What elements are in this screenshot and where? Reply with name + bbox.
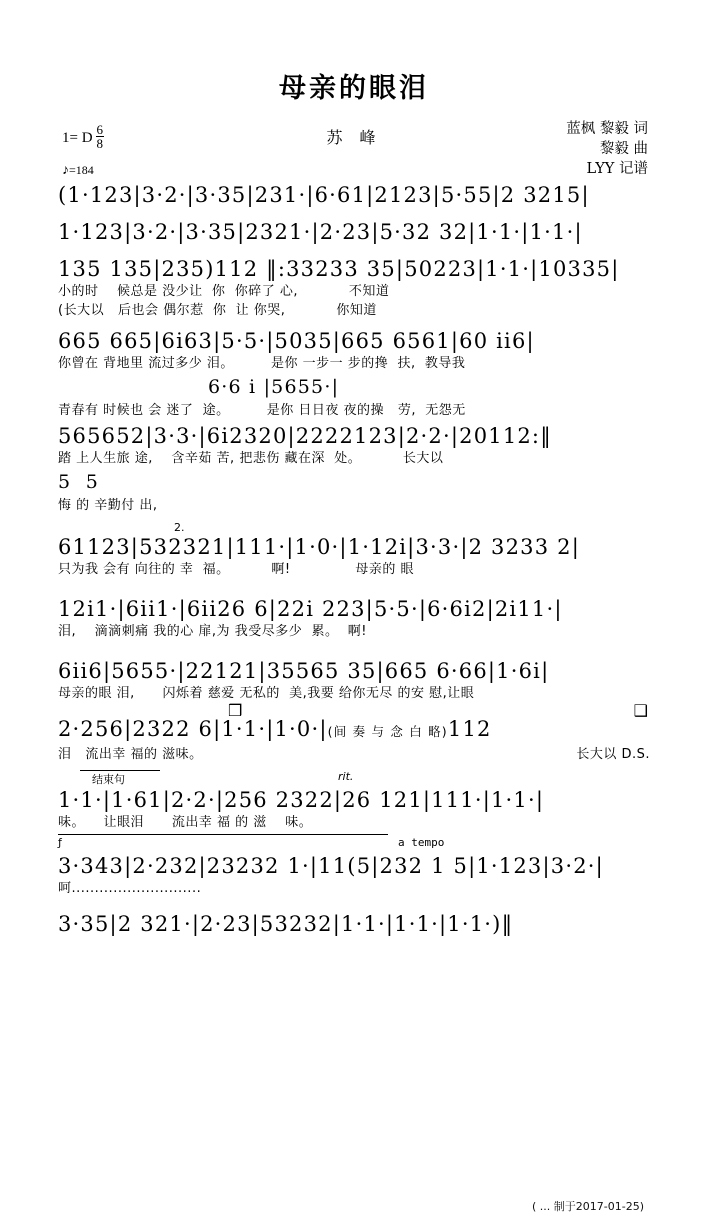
- lyrics-line: 只为我 会有 向往的 幸 福。 啊! 母亲的 眼: [58, 562, 415, 577]
- notes-line: 665 665|6i63|5·5·|5035|665 6561|60 ii6|: [58, 329, 535, 353]
- score-line-2: [58, 218, 650, 248]
- score-line-5: [58, 422, 650, 515]
- credits-block: [566, 119, 648, 179]
- score-line-11: [58, 836, 650, 898]
- tempo-value: =184: [69, 163, 94, 177]
- score-line-6: [58, 521, 650, 579]
- notes-line: 1·123|3·2·|3·35|2321·|2·23|5·32 32|1·1·|1·1·|: [58, 220, 583, 244]
- lyrics-verse-1: 小的时 候总是 没少让 你 你碎了 心, 不知道: [58, 284, 390, 299]
- phrase-slur: [58, 834, 388, 843]
- segno-icon: ❒: [228, 701, 243, 720]
- lyrics-verse-1: 踏 上人生旅 途, 含辛茹 苦, 把悲伤 藏在深 处。 长大以: [58, 451, 444, 466]
- notes-line: 61123|532321|111·|1·0·|1·12i|3·3·|2 3233 2|: [58, 535, 580, 559]
- notes-line: 1·1·|1·61|2·2·|256 2322|26 121|111·|1·1·|: [58, 788, 545, 812]
- lyrics-verse-2: 悔 的 辛勤付 出,: [58, 498, 158, 513]
- interlude-annotation: (间 奏 与 念 白 略): [327, 724, 448, 739]
- lyrics-line: 母亲的眼 泪, 闪烁着 慈爱 无私的 美,我要 给你无尽 的安 慰,让眼: [58, 686, 475, 701]
- notes-text: 2·256|2322 6|1·1·|1·0·|: [58, 717, 328, 741]
- score-line-12: [58, 910, 650, 940]
- music-body: [0, 181, 708, 940]
- score-line-10: [58, 770, 650, 832]
- lyrics-line: 呵............................: [58, 881, 202, 896]
- credit-transcriber: LYY 记谱: [586, 161, 648, 177]
- footer-note: ( ... 制于2017-01-25): [532, 1200, 644, 1213]
- tempo-marking: [62, 163, 94, 179]
- lyrics-text: 泪 流出幸 福的 滋味。: [58, 747, 203, 762]
- dynamic-marking: ƒ: [58, 836, 62, 849]
- a-tempo-marking: a tempo: [398, 836, 445, 849]
- notes-line-alt: 6·6 i |5655·|: [208, 376, 340, 398]
- notes-line: 135 135|235)112 ‖:33233 35|50223|1·1·|10335|: [58, 257, 620, 281]
- ds-marking: 长大以 D.S.: [576, 747, 650, 762]
- notes-line: 565652|3·3·|6i2320|2222123|2·2·|20112:‖: [58, 424, 552, 448]
- page-title: 母亲的眼泪: [279, 73, 429, 104]
- score-line-3: [58, 255, 650, 320]
- ending-phrase-label: 结束句: [92, 773, 125, 786]
- notes-line: 3·35|2 321·|2·23|53232|1·1·|1·1·|1·1·)‖: [58, 912, 514, 936]
- notes-line: (1·123|3·2·|3·35|231·|6·61|2123|5·55|2 3215|: [58, 183, 590, 207]
- lyrics-line: 味。 让眼泪 流出幸 福 的 滋 味。: [58, 815, 313, 830]
- lyrics-verse-1: 你曾在 背地里 流过多少 泪。 是你 一步一 步的搀 扶, 教导我: [58, 356, 466, 371]
- lyrics-verse-2: 青春有 时候也 会 迷了 途。 是你 日日夜 夜的操 劳, 无怨无: [58, 403, 466, 418]
- lyrics-line: [58, 745, 650, 764]
- score-line-7: [58, 595, 650, 641]
- score-line-9: [58, 701, 650, 764]
- notes-line: 6ii6|5655·|22121|35565 35|665 6·66|1·6i|: [58, 659, 550, 683]
- score-line-8: [58, 657, 650, 703]
- key-signature-label: 1= D: [62, 129, 93, 146]
- lyrics-line: 泪, 滴滴刺痛 我的心 扉,为 我受尽多少 累。 啊!: [58, 624, 367, 639]
- credit-composer: 黎毅 曲: [599, 141, 648, 157]
- lyrics-verse-2: (长大以 后也会 偶尔惹 你 让 你哭, 你知道: [58, 303, 377, 318]
- header-info: [0, 111, 708, 177]
- notes-line: [58, 715, 650, 746]
- notes-line: 12i1·|6ii1·|6ii26 6|22i 223|5·5·|6·6i2|2i11·|: [58, 597, 563, 621]
- time-signature-numerator: 6: [96, 122, 104, 137]
- time-signature-denominator: 8: [96, 136, 104, 151]
- sheet-music-page: [0, 66, 708, 1218]
- singer-name: 苏 峰: [326, 128, 382, 147]
- notes-line: 3·343|2·232|23232 1·|11(5|232 1 5|1·123|3·2·|: [58, 854, 604, 878]
- notes-line-alt: 5 5: [58, 471, 100, 493]
- credit-lyricist: 蓝枫 黎毅 词: [566, 121, 648, 137]
- notes-trailing: 112: [447, 717, 492, 741]
- coda-icon: ❑: [633, 701, 648, 720]
- score-line-1: [58, 181, 650, 211]
- quarter-note-icon: ♪: [62, 163, 69, 178]
- rit-marking: rit.: [338, 770, 354, 783]
- score-line-4: [58, 327, 650, 420]
- ending-bracket-label: 2.: [174, 521, 185, 534]
